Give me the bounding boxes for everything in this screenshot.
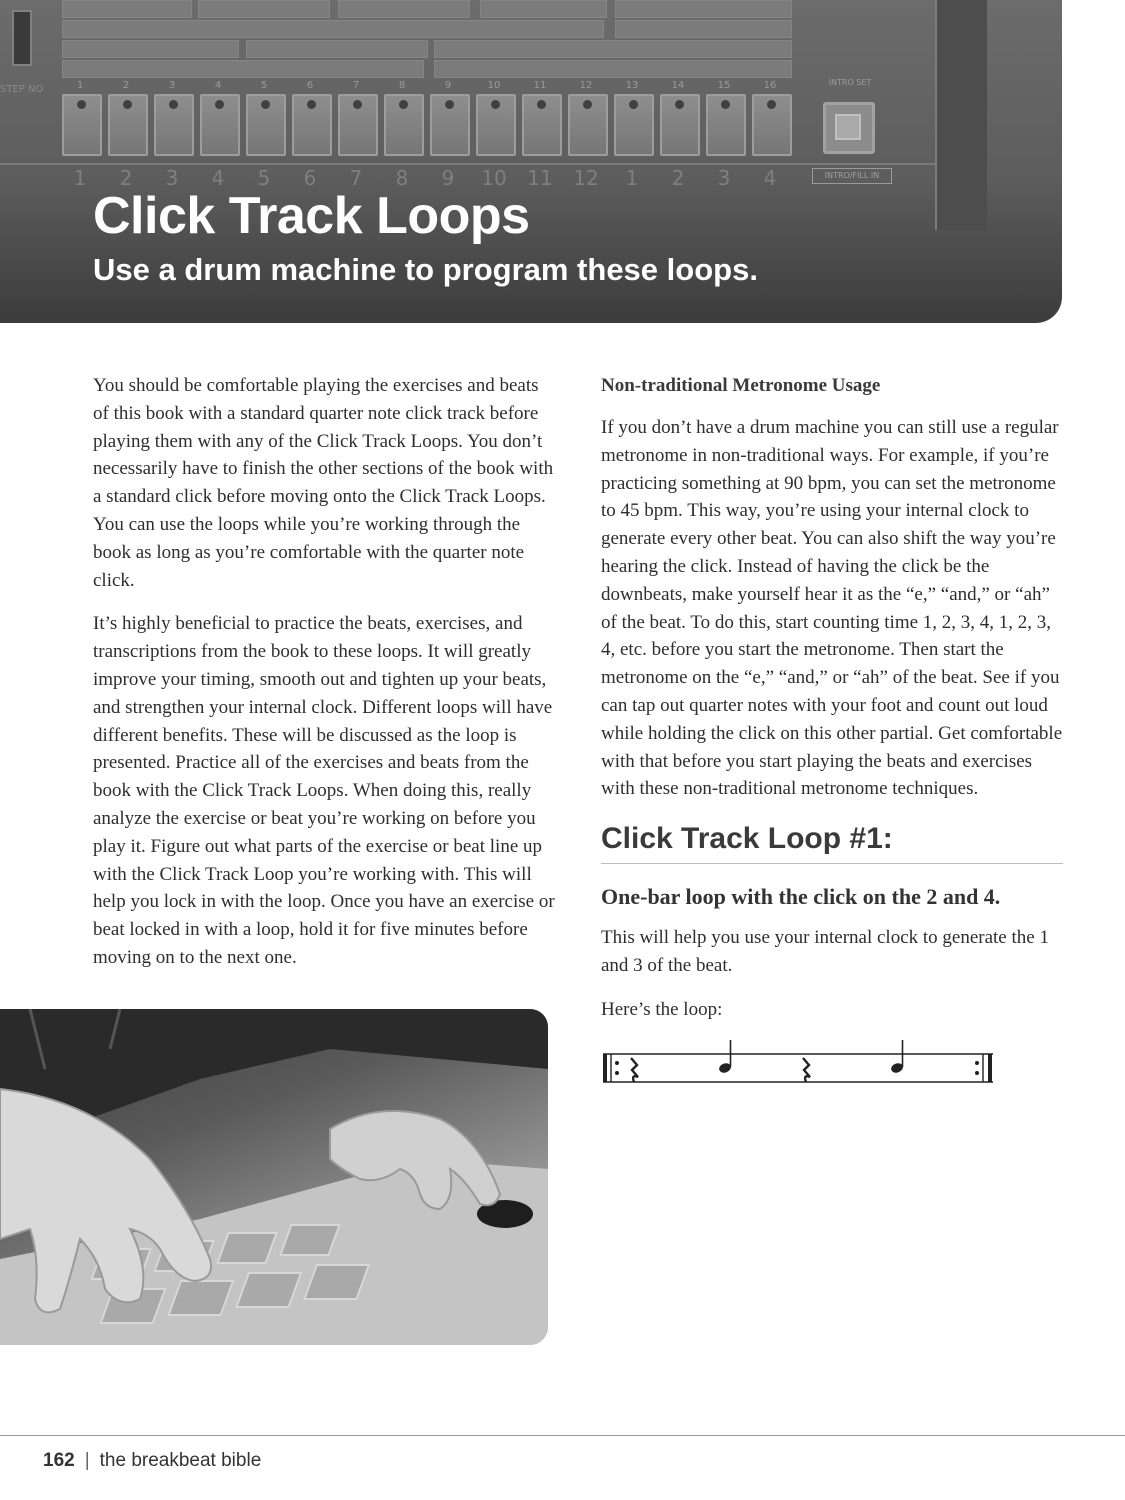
beat-number: 4 — [211, 166, 225, 190]
step-button-icon — [62, 94, 102, 156]
repeat-start-barline — [603, 1054, 607, 1082]
step-button-icon — [706, 94, 746, 156]
step-button-icon — [292, 94, 332, 156]
footer-rule — [0, 1435, 1125, 1436]
intro-fill-label: INTRO/FILL IN — [812, 168, 892, 184]
page-number: 162 — [43, 1450, 75, 1471]
sampler-photo — [0, 1009, 548, 1345]
beat-number: 4 — [763, 166, 777, 190]
step-number: 3 — [168, 80, 176, 91]
step-button-icon — [246, 94, 286, 156]
loop-intro: Here’s the loop: — [601, 998, 723, 1020]
step-number: 11 — [533, 80, 547, 91]
beat-number: 1 — [73, 166, 87, 190]
banner-divider — [0, 163, 940, 165]
beat-number: 7 — [349, 166, 363, 190]
header-banner — [0, 0, 1062, 323]
tempo-slider-icon — [12, 10, 32, 66]
hands-on-sampler-pads-photo — [0, 1009, 548, 1345]
step-number: 16 — [763, 80, 777, 91]
beat-number: 11 — [527, 166, 553, 190]
step-number: 6 — [306, 80, 314, 91]
step-number: 8 — [398, 80, 406, 91]
sidebar-text: If you don’t have a drum machine you can still use a regular metronome in non-traditional ways. For example, if you’re practicing something at 90 bpm, you can set the metronome to 45 bpm. This way, you’re using your internal clock to generate every other beat. You can also shift the way you’re hearing the click. Instead of having the click be the downbeats, make yourself hear it as the “e,” “and,” or “ah” of the beat. To do this, start counting time 1, 2, 3, 4, 1, 2, 3, 4, etc. before you start the metronome. Then start the metronome on the “e,” “and,” or “ah” of the beat. See if you can tap out quarter notes with your foot and count out loud while holding the click on this other partial. Get comfortable with that before you start playing the beats and exercises with these non-traditional metronome techniques. — [601, 417, 1063, 800]
beat-number: 2 — [671, 166, 685, 190]
loop-subheading: One-bar loop with the click on the 2 and 4. — [601, 884, 1001, 910]
intro-paragraph: You should be comfortable playing the exercises and beats of this book with a standard quarter note click track before playing them with any of the Click Track Loops. You don’t necessarily have to finish the other sections of the book with a standard click before moving onto the Click Track Loops. You can use the loops while you’re working through the book as long as you’re comfortable with the quarter note click. — [93, 375, 554, 591]
beat-number: 12 — [573, 166, 599, 190]
step-number: 4 — [214, 80, 222, 91]
step-number: 12 — [579, 80, 593, 91]
drum-notation-staff — [601, 1040, 997, 1096]
quarter-rest-icon — [631, 1058, 638, 1082]
step-button-icon — [476, 94, 516, 156]
quarter-rest-icon — [803, 1058, 810, 1082]
step-button-icon — [200, 94, 240, 156]
step-button-icon — [568, 94, 608, 156]
book-title: the breakbeat bible — [99, 1450, 262, 1471]
page-footer — [43, 1450, 261, 1472]
beat-number: 8 — [395, 166, 409, 190]
measure-strips — [62, 0, 792, 78]
step-button-icon — [108, 94, 148, 156]
footer-separator: | — [84, 1450, 90, 1471]
beat-number: 3 — [165, 166, 179, 190]
beat-number: 9 — [441, 166, 455, 190]
step-number: 14 — [671, 80, 685, 91]
beat-number: 3 — [717, 166, 731, 190]
step-button-icon — [338, 94, 378, 156]
loop-description: This will help you use your internal clock to generate the 1 and 3 of the beat. — [601, 927, 1049, 976]
sidebar-heading: Non-traditional Metronome Usage — [601, 375, 881, 396]
intro-set-label: INTRO SET — [828, 78, 872, 87]
step-number: 7 — [352, 80, 360, 91]
heading-rule — [601, 863, 1063, 864]
step-number: 1 — [76, 80, 84, 91]
beat-number: 10 — [481, 166, 507, 190]
left-column — [93, 372, 555, 988]
page-subtitle: Use a drum machine to program these loops. — [93, 252, 758, 287]
intro-button-icon — [823, 102, 875, 154]
repeat-end-barline — [988, 1054, 992, 1082]
page-title: Click Track Loops — [93, 187, 530, 245]
beat-number: 1 — [625, 166, 639, 190]
step-number: 10 — [487, 80, 501, 91]
step-button-icon — [384, 94, 424, 156]
step-number: 13 — [625, 80, 639, 91]
step-button-icon — [154, 94, 194, 156]
step-number: 5 — [260, 80, 268, 91]
beat-number: 2 — [119, 166, 133, 190]
beat-number: 5 — [257, 166, 271, 190]
step-number: 15 — [717, 80, 731, 91]
step-button-icon — [430, 94, 470, 156]
step-button-icon — [522, 94, 562, 156]
step-button-icon — [614, 94, 654, 156]
step-number: 2 — [122, 80, 130, 91]
step-button-icon — [752, 94, 792, 156]
banner-panel-label: STEP NO — [0, 84, 44, 95]
step-button-icon — [660, 94, 700, 156]
beat-number: 6 — [303, 166, 317, 190]
step-number-row — [60, 80, 790, 94]
step-number: 9 — [444, 80, 452, 91]
loop-heading: Click Track Loop #1: — [601, 822, 893, 856]
right-column — [601, 372, 1063, 1096]
benefits-paragraph: It’s highly beneficial to practice the beats, exercises, and transcriptions from the book to these loops. It will greatly improve your timing, smooth out and tighten up your beats, and strengthen your internal clock. Different loops will have different benefits. These will be discussed as the loop is presented. Practice all of the exercises and beats from the book with the Click Track Loops. When doing this, really analyze the exercise or beat you’re working on before you play it. Figure out what parts of the exercise or beat line up with the Click Track Loop you’re working with. This will help you lock in with the loop. Once you have an exercise or beat locked in with a loop, hold it for five minutes before moving on to the next one. — [93, 613, 555, 968]
machine-edge — [935, 0, 987, 230]
